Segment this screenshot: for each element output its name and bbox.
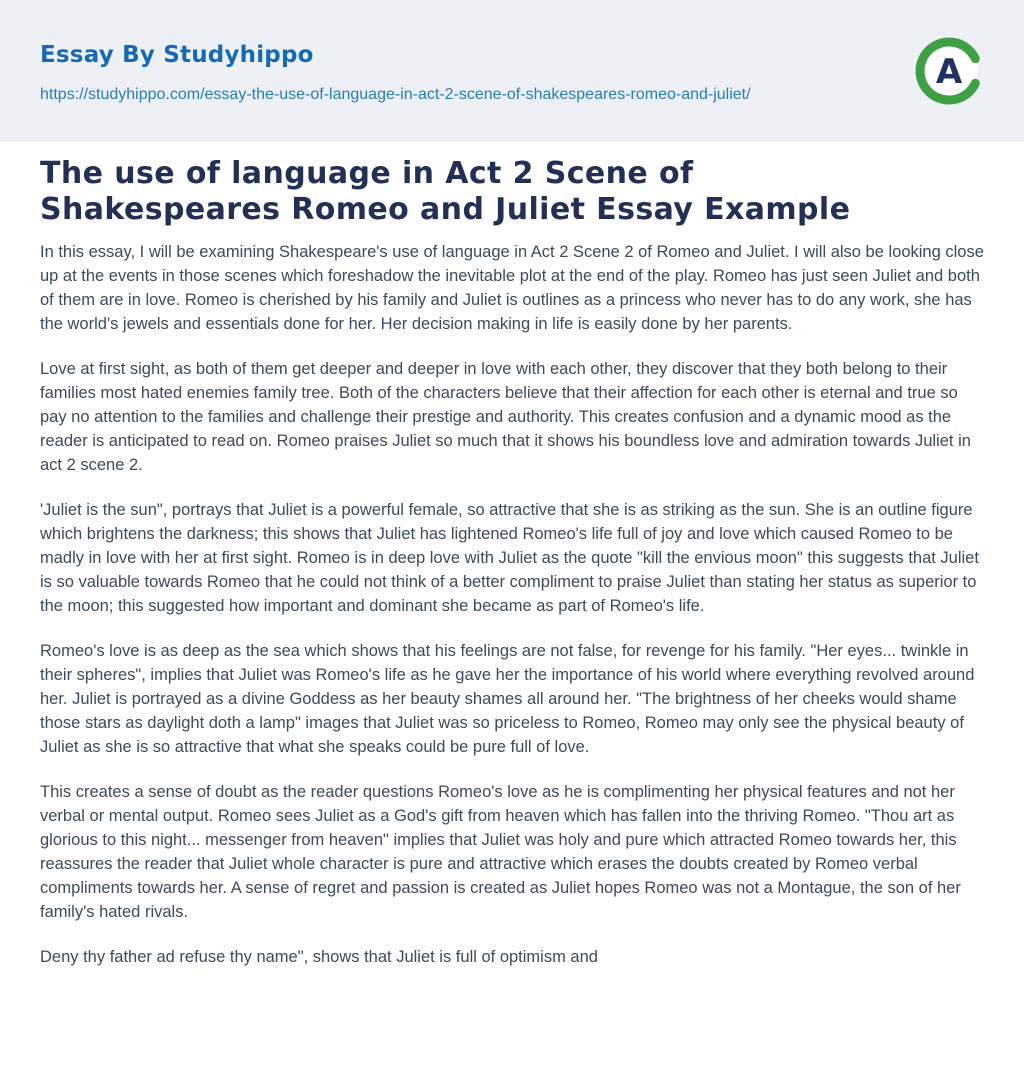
essay-paragraph: In this essay, I will be examining Shakespeare's use of language in Act 2 Scene 2 of Romeo and Juliet. I will also be looking close up at the events in those scenes which foreshadow the inevitable plot at the end of the play. Romeo has just seen Juliet and both of them are in love. Romeo is cherished by his family and Juliet is outlines as a princess who never has to do any work, she has the world's jewels and essentials done for her. Her decision making in life is easily done by her parents. — [40, 243, 984, 333]
studyhippo-logo — [914, 36, 984, 106]
essay-paragraph: Love at first sight, as both of them get deeper and deeper in love with each other, they discover that they both belong to their families most hated enemies family tree. Both of the characters believe that their affection for each other is eternal and true so pay no attention to the families and challenge their prestige and authority. This creates confusion and a dynamic mood as the reader is anticipated to read on. Romeo praises Juliet so much that it shows his boundless love and admiration towards Juliet in act 2 scene 2. — [40, 360, 971, 474]
svg-text:A: A — [935, 52, 963, 92]
article-container — [0, 142, 1024, 969]
essay-paragraph: This creates a sense of doubt as the reader questions Romeo's love as he is complimenting her physical features and not her verbal or mental output. Romeo sees Juliet as a God's gift from heaven which has fallen into the thriving Romeo. "Thou art as glorious to this night... messenger from heaven" implies that Juliet was holy and pure which attracted Romeo towards her, this reassures the reader that Juliet whole character is pure and attractive which erases the doubts created by Romeo verbal compliments towards her. A sense of regret and passion is created as Juliet hopes Romeo was not a Montague, the son of her family's hated rivals. — [40, 783, 961, 921]
essay-url-link[interactable]: https://studyhippo.com/essay-the-use-of-language-in-act-2-scene-of-shakespeares-romeo-and-juliet/ — [40, 86, 751, 103]
essay-paragraph: Deny thy father ad refuse thy name", shows that Juliet is full of optimism and — [40, 948, 598, 966]
article-title-line-1: The use of language in Act 2 Scene of — [40, 156, 694, 191]
logo-a-icon — [914, 36, 984, 106]
article-title-line-2: Shakespeares Romeo and Juliet Essay Example — [40, 192, 851, 227]
article-title — [40, 156, 984, 228]
essay-paragraph: 'Juliet is the sun", portrays that Juliet is a powerful female, so attractive that she is as striking as the sun. She is an outline figure which brightens the darkness; this shows that Juliet has lightened Romeo's life full of joy and love which caused Romeo to be madly in love with her at first sight. Romeo is in deep love with Juliet as the quote "kill the envious moon" this suggests that Juliet is so valuable towards Romeo that he could not think of a better compliment to praise Juliet than stating her status as superior to the moon; this suggested how important and dominant she became as part of Romeo's life. — [40, 501, 979, 615]
essay-body — [40, 240, 984, 969]
essay-paragraph: Romeo's love is as deep as the sea which shows that his feelings are not false, for revenge for his family. "Her eyes... twinkle in their spheres", implies that Juliet was Romeo's life as he gave her the importance of his world where everything revolved around her. Juliet is portrayed as a divine Goddess as her beauty shames all around her. "The brightness of her cheeks would shame those stars as daylight doth a lamp" images that Juliet was so priceless to Romeo, Romeo may only see the physical beauty of Juliet as she is so attractive that what she speaks could be pure full of love. — [40, 642, 975, 756]
page-header — [0, 0, 1024, 142]
site-title: Essay By Studyhippo — [40, 42, 314, 68]
